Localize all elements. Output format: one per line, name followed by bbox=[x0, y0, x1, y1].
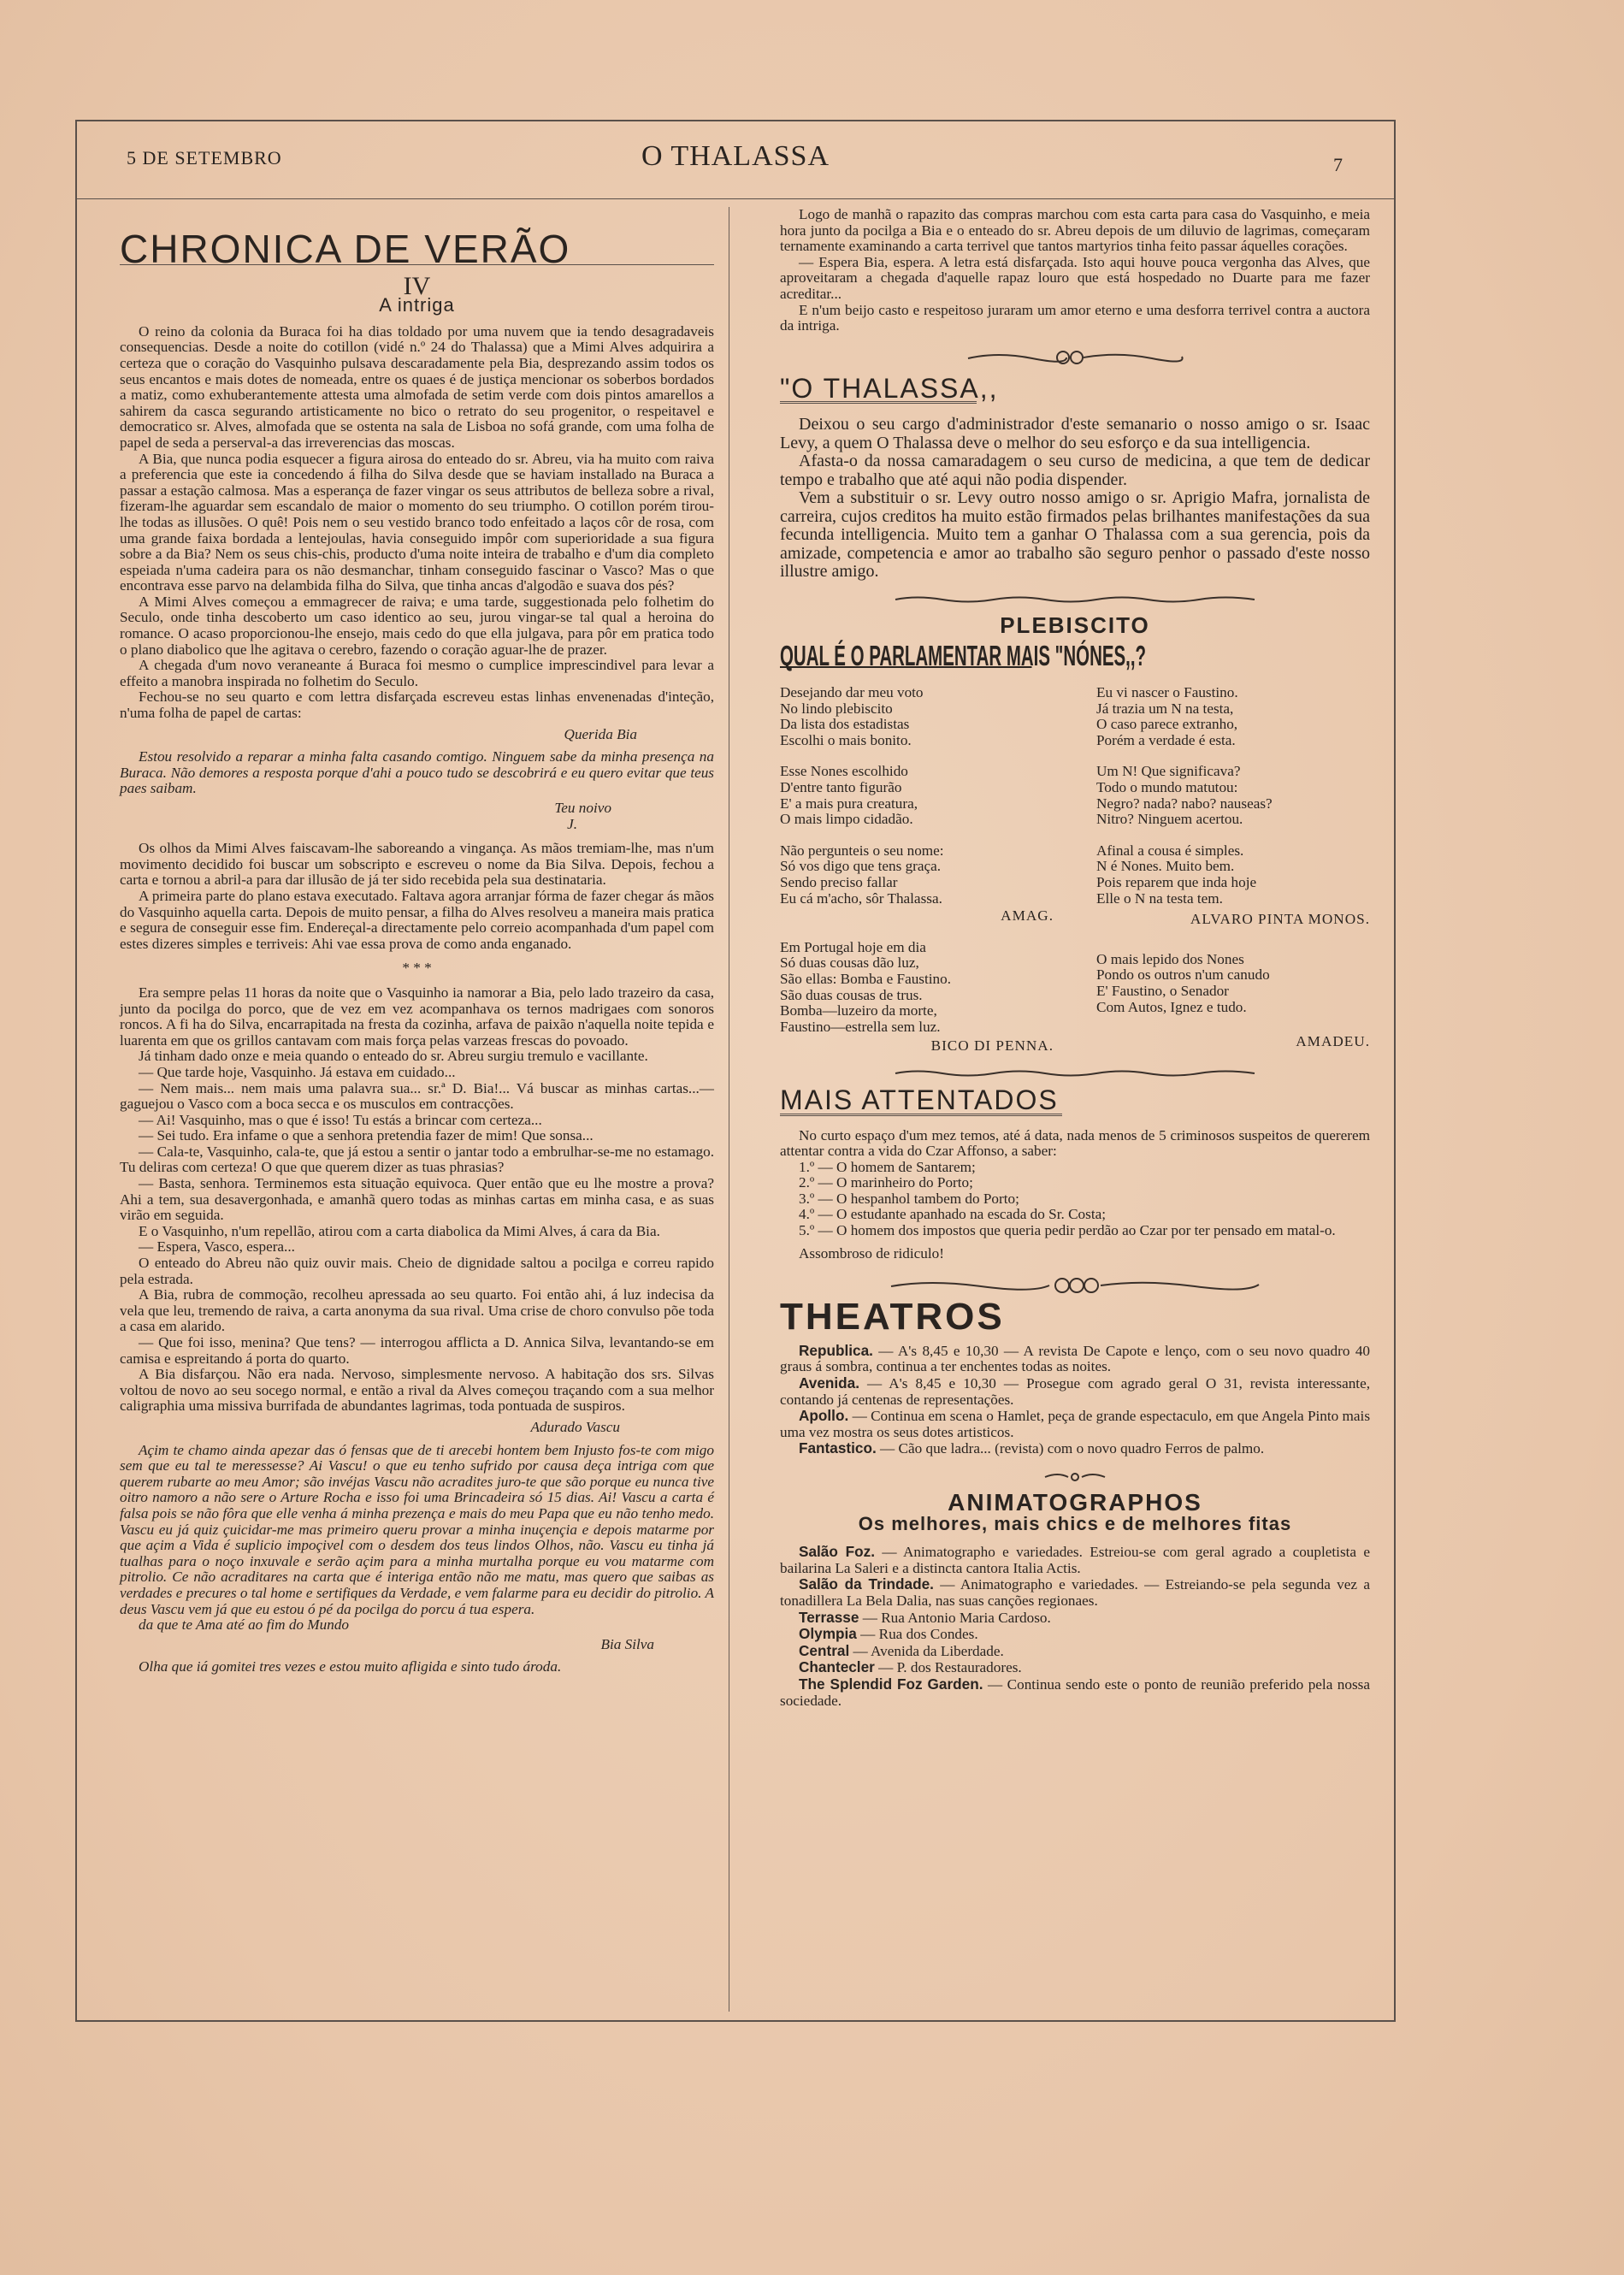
list-item: 2.º — O marinheiro do Porto; bbox=[799, 1174, 973, 1191]
venue-name: Central bbox=[799, 1641, 850, 1659]
venue-name: Chantecler bbox=[799, 1658, 875, 1676]
article-paragraph: A Bia disfarçou. Não era nada. Nervoso, simplesmente nervoso. A habitação dos srs. Silvas voltou de novo ao seu socego normal, e então a rival da Alves começou traçando com a sua melhor caligraphia uma missiva burrifada de abundantes lagrimas, toda pontuada de suspiros. bbox=[120, 1366, 714, 1415]
page-frame bbox=[75, 120, 1396, 2022]
theatre-name: Republica. bbox=[799, 1341, 873, 1359]
article-paragraph: Vem a substituir o sr. Levy outro nosso amigo o sr. Aprigio Mafra, jornalista de carreira, cujos creditos ha muito estão firmados pelas brilhantes manifestações da sua fecunda intelligencia. Muito tem a ganhar O Thalassa com a sua gerencia, pois da amizade, competencia e amor ao trabalho são seguro penhor o passado d'este nosso illustre amigo. bbox=[780, 488, 1370, 582]
plebiscito-question: QUAL É O PARLAMENTAR MAIS "NÓNES,,? bbox=[780, 640, 1147, 672]
dialogue-line: — Que foi isso, menina? Que tens? — interrogou afflicta a D. Annica Silva, levantando-se em camisa e espreitando á porta do quarto. bbox=[120, 1334, 714, 1367]
small-flourish-icon bbox=[1041, 1469, 1109, 1483]
wave-rule-icon bbox=[891, 594, 1259, 606]
letter2-signature: Bia Silva bbox=[600, 1635, 654, 1652]
article-paragraph: A primeira parte do plano estava executado. Faltava agora arranjar fórma de fazer chegar ás mãos do Vasquinho aquella carta. Depois de muito pensar, a filha do Alves resolveu a maneira mais pratica e segura de conseguir esse fim. Endereçal-a directamente pelo correio acompanhada d'um papel com estes dizeres simples e terriveis: Ahi vae essa prova de como anda enganado. bbox=[120, 887, 714, 952]
venue-name: Salão Foz. bbox=[799, 1543, 876, 1561]
poem-column-left: Desejando dar meu voto No lindo plebiscito Da lista dos estadistas Escolhi o mais bonito. Esse Nones escolhido D'entre tanto figurão E' a mais pura creatura, O mais limpo cidadão. Não pergunteis o seu nome: Só vos digo que tens graça. Sendo preciso fallar Eu cá m'acho, sôr Thalassa. AMAG. Em Portugal hoje em dia Só duas cousas dão luz, São ellas: Bomba e Faustino. São duas cousas de trus. Bomba—luzeiro da morte, Faustino—estrella sem luz. BICO DI PENNA. bbox=[780, 684, 1054, 1055]
article-paragraph: Já tinham dado onze e meia quando o enteado do sr. Abreu surgiu tremulo e vacillante. bbox=[139, 1048, 648, 1065]
header-date: 5 DE SETEMBRO bbox=[127, 147, 282, 168]
list-item: 4.º — O estudante apanhado na escada do Sr. Costa; bbox=[799, 1206, 1107, 1223]
article-paragraph: No curto espaço d'um mez temos, até á data, nada menos de 5 criminosos suspeitos de quererem attentar contra a vida do Czar Affonso, a saber: bbox=[780, 1126, 1370, 1160]
wave-rule-icon bbox=[891, 1067, 1259, 1080]
thalassa-note-title: "O THALASSA,, bbox=[780, 372, 999, 404]
dialogue-line: — Cala-te, Vasquinho, cala-te, que já estou a sentir o jantar todo a embrulhar-se-me no estamago. Tu deliras com certeza! O que que querem dizer as tuas phrasias? bbox=[120, 1143, 714, 1176]
dialogue-line: — Que tarde hoje, Vasquinho. Já estava em cuidado... bbox=[139, 1063, 456, 1080]
venue-name: Olympia bbox=[799, 1625, 857, 1643]
dialogue-line: — Ai! Vasquinho, mas o que é isso! Tu estás a brincar com certeza... bbox=[139, 1111, 542, 1128]
theatre-name: Fantastico. bbox=[799, 1439, 877, 1457]
article-paragraph: O reino da colonia da Buraca foi ha dias toldado por uma nuvem que ia tendo desagradaveis consequencias. Desde a noite do cotillon (vidé n.º 24 do Thalassa) que a Mimi Alves adquirira a certeza que o coração do Vasquinho pulsava descaradamente pela Bia, desprezando assim todos os seus encantos e mais dotes de nomeada, entre os quaes é de justiça mencionar os soberbos bordados a matiz, como exhuberantemente attesta uma almofada de setim verde com dois pintos amarellos a sahirem da casca segurando artisticamente no bico o retrato do seu progenitor, o respeitavel e democratico sr. Alves, almofada que se ostenta na sala de Lisboa no sofá grande, com uma folha de papel de seda a perserval-a das irreverencias das moscas. bbox=[120, 322, 714, 451]
letter-signature: J. bbox=[567, 815, 577, 832]
poem-signature: BICO DI PENNA. bbox=[930, 1037, 1054, 1055]
dialogue-line: — Basta, senhora. Terminemos esta situação equivoca. Quer então que eu lhe mostre a prova? Ahi a tem, sua desavergonhada, e amanhã quero todas as minhas cartas em minha casa, e as suas virão em seguida. bbox=[120, 1175, 714, 1224]
article-paragraph: A Bia, rubra de commoção, recolheu apressada ao seu quarto. Foi então ahi, á luz indecisa da vela que leu, tremendo de raiva, a carta anonyma da sua rival. Uma crise de choro convulso põe toda a casa em alarido. bbox=[120, 1286, 714, 1335]
dialogue-line: — Espera, Vasco, espera... bbox=[139, 1238, 295, 1256]
letter2-close: da que te Ama até ao fim do Mundo bbox=[139, 1616, 350, 1634]
venue-name: Terrasse bbox=[799, 1608, 859, 1626]
dialogue-line: — Espera Bia, espera. A letra está disfarçada. Isto aqui houve pouca vergonha das Alves, que aproveitaram a chegada d'aquelle rapaz louro que está hospedado no Duarte para me fazer acreditar... bbox=[780, 253, 1370, 302]
poem-signature: AMADEU. bbox=[1296, 1033, 1370, 1050]
article-paragraph: Afasta-o da nossa camaradagem o seu curso de medicina, a que tem de dedicar tempo e trabalho que até aqui não podia dispender. bbox=[780, 452, 1370, 489]
theatros-title: THEATROS bbox=[780, 1296, 1005, 1338]
list-item: 3.º — O hespanhol tambem do Porto; bbox=[799, 1190, 1019, 1207]
list-item: 1.º — O homem de Santarem; bbox=[799, 1158, 976, 1175]
letter-body: Estou resolvido a reparar a minha falta casando comtigo. Ninguem sabe da minha presença na Buraca. Não demores a resposta porque d'ahi a pouco tudo se descobrirá e eu quero evitar que teus paes saibam. bbox=[120, 748, 714, 797]
chronica-subtitle: A intriga bbox=[379, 294, 455, 316]
venue-name: The Splendid Foz Garden. bbox=[799, 1675, 983, 1693]
article-paragraph: Deixou o seu cargo d'administrador d'este semanario o nosso amigo o sr. Isaac Levy, a quem O Thalassa deve o melhor do seu esforço e da sua intelligencia. bbox=[780, 415, 1370, 452]
article-paragraph: A Bia, que nunca podia esquecer a figura airosa do enteado do sr. Abreu, via ha muito com raiva a preferencia que este ia concedendo á filha do Silva desde que se haviam installado na Buraca a passar a estação calmosa. Mas a esperança de fazer vingar os seus attributos de belleza sobre a rival, fizeram-lhe aguardar sem escandalo de maior o momento do seu triumpho. O cotillon porém tirou-lhe todas as illusões. O quê! Pois nem o seu vestido branco todo enfeitado a laços côr de rosa, com uma grande faixa bordada a lentejoulas, havia conseguido impôr com superioridade a sua figura sobre a da Bia? Nem os seus chis-chis, producto d'uma noite inteira de trabalho e d'um dia completo espeiada n'uma cadeira para os não desmanchar, tinham conseguido fascinar o Vasco? Mas o que encontrava esse parvo na delambida filha do Silva, que tinha ancas d'algodão e suava dos pés? bbox=[120, 450, 714, 594]
chronica-title: CHRONICA DE VERÃO bbox=[120, 227, 571, 271]
article-paragraph: Logo de manhã o rapazito das compras marchou com esta carta para casa do Vasquinho, e meia hora junto da pocilga a Bia e o enteado do sr. Abreu depois de um diluvio de lagrimas, começaram ternamente examinando a carta terrivel que tantos martyrios tinha feito passar áquelles corações. bbox=[780, 206, 1370, 255]
article-paragraph: O enteado do Abreu não quiz ouvir mais. Cheio de dignidade saltou a pocilga e correu rapido pela estrada. bbox=[120, 1255, 714, 1287]
dialogue-line: — Sei tudo. Era infame o que a senhora pretendia fazer de mim! Que sonsa... bbox=[139, 1127, 593, 1144]
chronica-part: IV bbox=[403, 271, 431, 300]
venue-name: Salão da Trindade. bbox=[799, 1575, 934, 1593]
article-paragraph: A Mimi Alves começou a emmagrecer de raiva; e uma tarde, suggestionada pelo folhetim do Seculo, onde tinha descoberto um caso identico ao seu, jurou vingar-se tal qual a heroina do romance. O acaso proporcionou-lhe ensejo, mais cedo do que ella julgava, para pôr em pratica todo o plano diabolico que lhe agitava o cerebro, fazendo o coração aguar-lhe de prazer. bbox=[120, 593, 714, 658]
scroll-ornament-icon bbox=[964, 346, 1186, 369]
poem-signature: ALVARO PINTA MONOS. bbox=[1190, 911, 1370, 928]
article-paragraph: Era sempre pelas 11 horas da noite que o Vasquinho ia namorar a Bia, pelo lado trazeiro da casa, junto da pocilga do porco, que de vez em vez acompanhava os ternos madrigaes com sonoros roncos. A fi ha do Silva, encarrapitada na fresta da cozinha, arfava de paixão n'aquella noite tepida e luarenta em que os grillos cantavam com mais força pelas varzeas frescas do povoado. bbox=[120, 984, 714, 1049]
scroll-ornament-icon bbox=[887, 1273, 1263, 1297]
asterism-divider: * * * bbox=[402, 960, 432, 977]
attentados-title: MAIS ATTENTADOS bbox=[780, 1084, 1059, 1115]
article-paragraph: A chegada d'um novo veraneante á Buraca foi mesmo o cumplice imprescindivel para levar a effeito a manobra inspirada no folhetim do Seculo. bbox=[120, 657, 714, 689]
right-column: Logo de manhã o rapazito das compras marchou com esta carta para casa do Vasquinho, e meia hora junto da pocilga a Bia e o enteado do sr. Abreu depois de um diluvio de lagrimas, começaram ternamente examinando a carta terrivel que tantos martyrios tinha feito passar áquelles corações. — Espera Bia, espera. A letra está disfarçada. Isto aqui houve pouca vergonha das Alves, que aproveitaram a chegada d'aquelle rapaz louro que está hospedado no Duarte para me fazer acreditar... E n'um beijo casto e respeitoso juraram um amor eterno e uma desforra terrivel contra a auctora da intriga. "O THALASSA,, Deixou o seu cargo d'administrador d'este semanario o nosso amigo o sr. Isaac Levy, a quem O Thalassa deve o melhor do seu esforço e da sua intelligencia. Afasta-o da nossa camaradagem o seu curso de medicina, a que tem de dedicar tempo e trabalho que até aqui não podia dispender. Vem a substituir o sr. Levy outro nosso amigo o sr. Aprigio Mafra, jornalista de carreira, cujos creditos ha muito estão firmados pelas brilhantes manifestações da sua fecunda intelligencia. Muito tem a ganhar O Thalassa com a sua gerencia, pois da amizade, competencia e amor ao trabalho são seguro penhor o passado d'este nosso illustre amigo. PLEBISCITO QUAL É O PARLAMENTAR MAIS "NÓNES,,? Desejando dar meu voto No lindo plebiscito Da lista dos estadistas Escolhi o mais bonito. Esse Nones escolhido D'entre tanto figurão E' a mais pura creatura, O mais limpo cidadão. Não pergunteis o seu nome: Só vos digo que tens graça. Sendo preciso fallar Eu cá m'acho, sôr Thalassa. AMAG. Em Portugal hoje em dia Só duas cousas dão luz, São ellas: Bomba e Faustino. São duas cousas de trus. Bomba—luzeiro da morte, Faustino—estrella sem luz. BICO DI PENNA. Eu vi nascer o Faustino. Já trazia um N na testa, O caso parece extranho, Porém a verdade é esta. Um N! Que significava? Todo o mundo matutou: Negro? nada? nabo? nauseas? Nitro? Ninguem acertou. Afinal a cousa é simples. N é Nones. Muito bem. Pois reparem que inda hoje Elle o N na testa tem. ALVARO PINTA MONOS. O mais lepido dos Nones Pondo os outros n'um canudo E' Faustino, o Senador Com Autos, Ignez e tudo. AMADEU. MAIS ATTENTADOS No curto espaço d'um mez temos, até á data, nada menos de 5 criminosos suspeitos de quererem attentar contra a vida do Czar Affonso, a saber: 1.º — O homem de Santarem; 2.º — O marinheiro do Porto; 3.º — O hespanhol tambem do Porto; 4.º — O estudante apanhado na escada do Sr. Costa; 5.º — O homem dos impostos que queria pedir perdão ao Czar por ter pensado em matal-o. Assombroso de ridiculo! THEATROS Republica. — A's 8,45 e 10,30 — A revista De Capote e lenço, com o seu novo quadro 40 graus á sombra, continua a ter enchentes todas as noites. Avenida. — A's 8,45 e 10,30 — Prosegue com agrado geral O 31, revista interessante, contando já centenas de representações. Apollo. — Continua em scena o Hamlet, peça de grande espectaculo, em que Angela Pinto mais uma vez mostra os seus dotes artisticos. Fantastico. — Cão que ladra... (revista) com o novo quadro Ferros de palmo. ANIMATOGRAPHOS Os melhores, mais chics e de melhores fitas Salão Foz. — Animatographo e variedades. Estreiou-se com geral agrado a coupletista e bailarina La Saleri e a distincta cantora Italia Actis. Salão da Trindade. — Animatographo e variedades. — Estreiando-se pela segunda vez a tonadillera La Bela Dalia, nas suas canções regionaes. Terrasse — Rua Antonio Maria Cardoso. Olympia — Rua dos Condes. Central — Avenida da Liberdade. Chantecler — P. dos Restauradores. The Splendid Foz Garden. — Continua sendo este o ponto de reunião preferido pela nossa sociedade. bbox=[780, 206, 1371, 1709]
article-paragraph: Os olhos da Mimi Alves faiscavam-lhe saboreando a vingança. As mãos tremiam-lhe, mas n'um movimento decidido foi buscar um sobscripto e escreveu o nome da Bia Silva. Depois, fechou a carta e tornou a abril-a para dar illusão de já ter sido recebida pela sua destinataria. bbox=[120, 840, 714, 889]
list-item: 5.º — O homem dos impostos que queria pedir perdão ao Czar por ter pensado em matal-o. bbox=[799, 1222, 1336, 1239]
poem-signature: AMAG. bbox=[1001, 907, 1054, 925]
article-paragraph: E n'um beijo casto e respeitoso juraram um amor eterno e uma desforra terrivel contra a auctora da intriga. bbox=[780, 301, 1370, 334]
letter2-body: Açim te chamo ainda apezar das ó fensas que de ti arecebi hontem bem Injusto fos-te com migo sem que eu tal te meressesse? Ai Vascu! o que eu tenho sufrido por causa deça intriga com que querem rubarte ao meu Amor; são invéjas Vascu não acradites juro-te que são porque eu nunca tive oitro namoro a não sere o Arture Rocha e isso foi uma Brincadeira só 15 dias. Ai! Vascu a carta é falsa pois se não fôra que elle venha á minha prezença e mais do meu Papa que eu não tenho medo. Vascu eu já quiz çuicidar-me mas primeiro queru provar a minha inuçençia e depois matarme por que açim a Vida é suplicio impoçivel com o desdem dos teus lindos Olhos, não. Vascu eu tinha já tualhas para o noço inxuvale e serão açim para a minha murtalha porque eu vou matarme com pitrolio. Ce não acraditares na carta que é interiga então não me matu, mas quero que saibas as verdades e precures o tal home e sertifiques da Verdade, e vem falarme para eu decidir do pitrolio. A deus Vascu vem já que eu estou ó pé da pocilga do porcu á tua espera. bbox=[120, 1441, 714, 1617]
letter2-postscript: Olha que iá gomitei tres vezes e estou muito afligida e sinto tudo ároda. bbox=[139, 1658, 562, 1675]
animatographos-title: ANIMATOGRAPHOS bbox=[948, 1489, 1202, 1516]
letter2-salutation: Adurado Vascu bbox=[530, 1418, 620, 1435]
article-paragraph: Fechou-se no seu quarto e com lettra disfarçada escreveu estas linhas envenenadas d'inteção, n'uma folha de papel de cartas: bbox=[120, 688, 714, 722]
letter-salutation: Querida Bia bbox=[564, 725, 637, 742]
theatre-name: Avenida. bbox=[799, 1374, 859, 1392]
poem-block bbox=[780, 685, 1370, 1055]
page-header bbox=[77, 121, 1394, 199]
animatographos-subtitle: Os melhores, mais chics e de melhores fitas bbox=[858, 1512, 1292, 1534]
letter-close: Teu noivo bbox=[554, 800, 611, 816]
plebiscito-title: PLEBISCITO bbox=[1000, 612, 1150, 638]
theatre-name: Apollo. bbox=[799, 1407, 849, 1425]
poem-column-right: Eu vi nascer o Faustino. Já trazia um N na testa, O caso parece extranho, Porém a verdade é esta. Um N! Que significava? Todo o mundo matutou: Negro? nada? nabo? nauseas? Nitro? Ninguem acertou. Afinal a cousa é simples. N é Nones. Muito bem. Pois reparem que inda hoje Elle o N na testa tem. ALVARO PINTA MONOS. O mais lepido dos Nones Pondo os outros n'um canudo E' Faustino, o Senador Com Autos, Ignez e tudo. AMADEU. bbox=[1096, 684, 1370, 1050]
page-number: 7 bbox=[1333, 154, 1343, 175]
left-column bbox=[120, 207, 714, 1675]
article-paragraph: E o Vasquinho, n'um repellão, atirou com a carta diabolica da Mimi Alves, á cara da Bia. bbox=[139, 1222, 660, 1239]
header-title: O THALASSA bbox=[641, 140, 830, 172]
article-paragraph: Assombroso de ridiculo! bbox=[799, 1244, 944, 1262]
dialogue-line: — Nem mais... nem mais uma palavra sua... sr.ª D. Bia!... Vá buscar as minhas cartas...— gaguejou o Vasco com a boca secca e os musculos em contracções. bbox=[120, 1079, 714, 1113]
